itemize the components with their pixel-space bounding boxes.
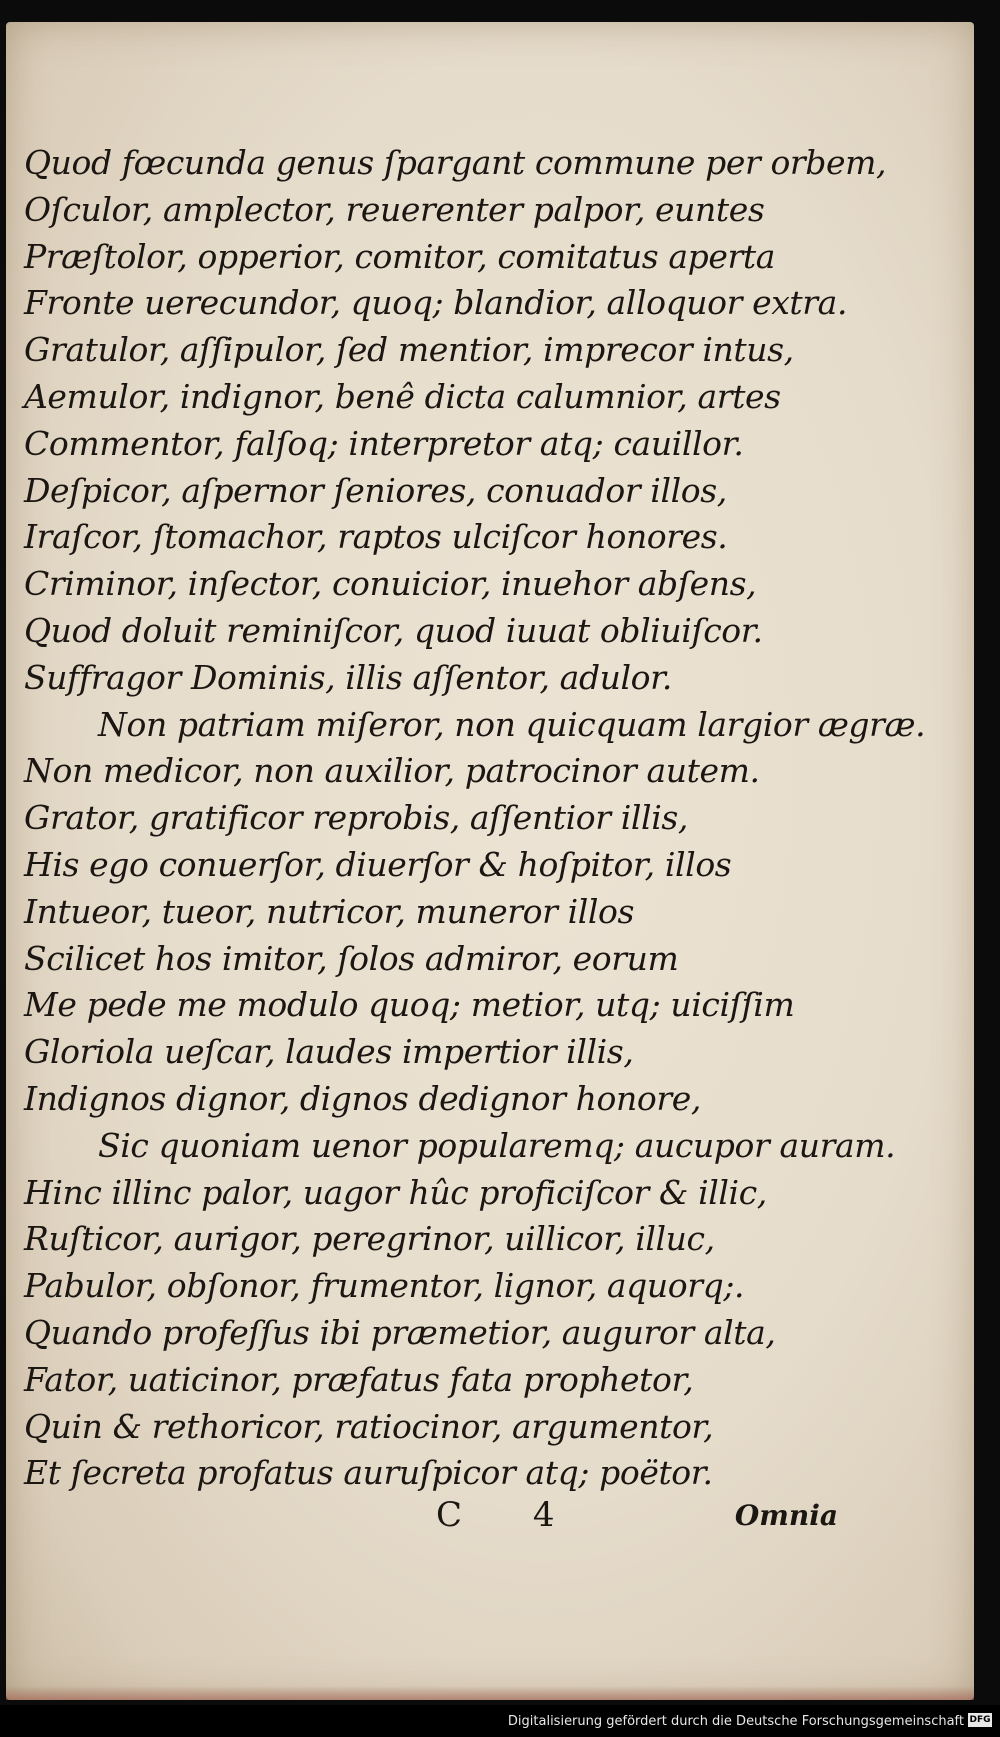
text-line: Pabulor, obſonor, frumentor, lignor, aquorq;. [24, 1266, 745, 1306]
text-line: Gratulor, aſſipulor, ſed mentior, imprecor intus, [24, 330, 794, 370]
page-footer [436, 1495, 856, 1545]
text-line: Ruſticor, aurigor, peregrinor, uillicor, illuc, [24, 1219, 715, 1259]
text-line: Scilicet hos imitor, ſolos admiror, eorum [24, 938, 679, 978]
text-line: Hinc illinc palor, uagor hûc proficiſcor & illic, [24, 1172, 767, 1212]
text-line: Quando profeſſus ibi præmetior, auguror alta, [24, 1312, 776, 1352]
text-line: Non medicor, non auxilior, patrocinor autem. [24, 751, 760, 791]
banner-text: Digitalisierung gefördert durch die Deutsche Forschungsgemeinschaft [507, 1714, 964, 1729]
text-line: Commentor, falſoq; interpretor atq; cauillor. [24, 423, 744, 463]
text-line: Grator, gratificor reprobis, aſſentior illis, [24, 798, 688, 838]
dfg-logo-icon: DFG [969, 1715, 991, 1725]
text-line: Non patriam miſeror, non quicquam largior ægræ. [98, 704, 926, 744]
dfg-banner [0, 1705, 1000, 1737]
text-line: Indignos dignor, dignos dedignor honore, [24, 1078, 701, 1118]
text-line: Sic quoniam uenor popularemq; aucupor auram. [98, 1125, 896, 1165]
text-line: Quod fœcunda genus ſpargant commune per orbem, [24, 143, 887, 182]
text-line: Quod doluit reminiſcor, quod iuuat obliuiſcor. [24, 610, 763, 650]
signature-mark: C 4 [436, 1495, 585, 1535]
text-line: Me pede me modulo quoq; metior, utq; uiciſſim [24, 985, 795, 1025]
book-page [6, 22, 974, 1700]
text-line: Et ſecreta profatus auruſpicor atq; poëtor. [24, 1453, 713, 1493]
text-line: His ego conuerſor, diuerſor & hoſpitor, illos [24, 844, 732, 884]
text-line: Iraſcor, ſtomachor, raptos ulciſcor honores. [24, 517, 728, 557]
text-line: Quin & rethoricor, ratiocinor, argumentor, [24, 1406, 714, 1446]
text-line: Intueor, tueor, nutricor, muneror illos [24, 891, 635, 931]
text-line: Fronte uerecundor, quoq; blandior, alloquor extra. [24, 283, 848, 323]
text-line: Deſpicor, aſpernor ſeniores, conuador illos, [24, 470, 727, 510]
text-line: Criminor, inſector, conuicior, inuehor abſens, [24, 564, 757, 604]
catchword: Omnia [734, 1499, 838, 1532]
text-line: Aemulor, indignor, benê dicta calumnior, artes [24, 376, 781, 416]
text-line: Præſtolor, opperior, comitor, comitatus aperta [24, 236, 776, 276]
text-line: Suffragor Dominis, illis aſſentor, adulor. [24, 657, 672, 697]
text-line: Fator, uaticinor, præfatus fata prophetor, [24, 1359, 694, 1399]
text-line: Gloriola ueſcar, laudes impertior illis, [24, 1032, 634, 1072]
poem-text [24, 140, 924, 1497]
text-line: Oſculor, amplector, reuerenter palpor, euntes [24, 189, 765, 229]
